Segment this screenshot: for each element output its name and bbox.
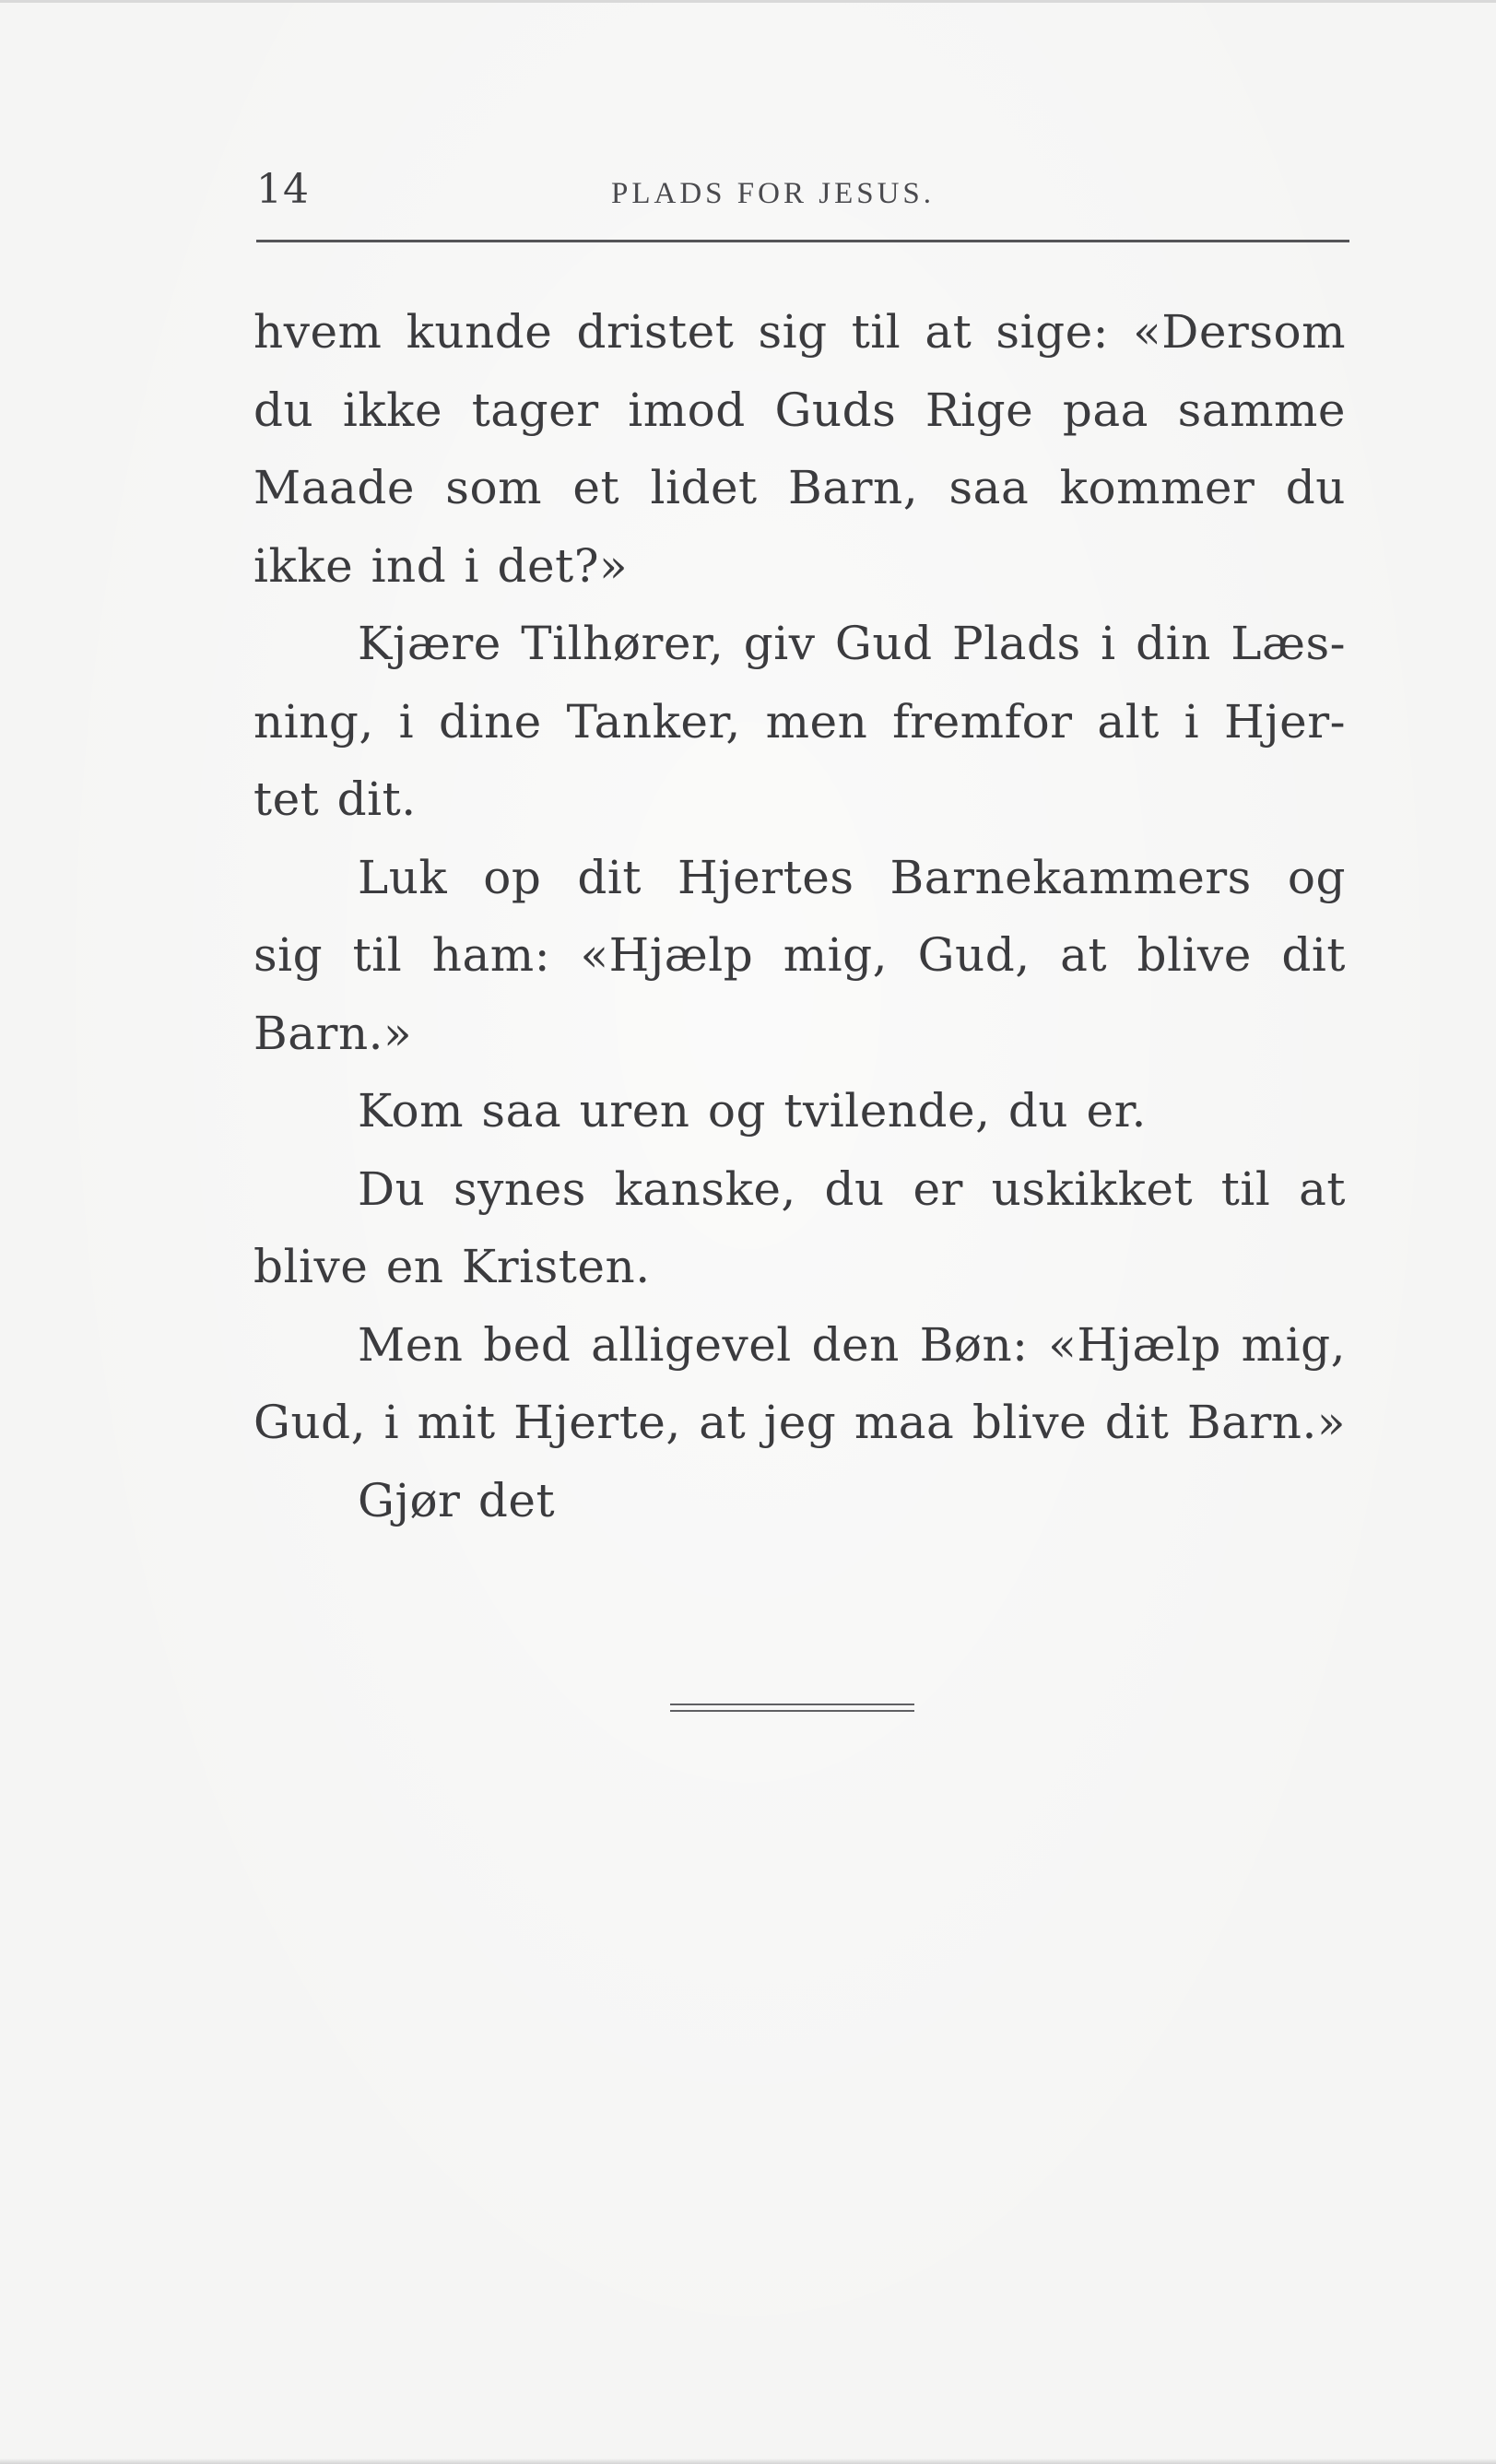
text-line: blive en Kristen. xyxy=(253,1240,651,1293)
text-line: tet dit. xyxy=(253,772,417,826)
text-line: Du synes kanske, du er uskikket til at xyxy=(358,1161,1346,1216)
text-line: Kom saa uren og tvilende, du er. xyxy=(358,1084,1147,1138)
text-line: ikke ind i det?» xyxy=(253,538,629,593)
text-line: Kjære Tilhører, giv Gud Plads i din Læs- xyxy=(358,617,1346,670)
text-line: Barn.» xyxy=(253,1006,413,1060)
end-rule-line xyxy=(670,1710,914,1712)
text-line: Luk op dit Hjertes Barnekammers og xyxy=(358,850,1346,904)
page-header xyxy=(256,166,1348,212)
end-rule-line xyxy=(670,1704,914,1705)
text-line: hvem kunde dristet sig til at sige: «Dersom xyxy=(253,305,1346,359)
text-line: Gud, i mit Hjerte, at jeg maa blive dit Barn.» xyxy=(253,1396,1346,1449)
text-line: sig til ham: «Hjælp mig, Gud, at blive dit xyxy=(253,928,1346,982)
page-top-edge xyxy=(0,0,1496,3)
page-number: 14 xyxy=(256,166,310,213)
header-rule xyxy=(256,240,1349,242)
page-bottom-edge xyxy=(0,2458,1496,2464)
text-line: Maade som et lidet Barn, saa kommer du xyxy=(253,461,1346,514)
end-ornament-rule xyxy=(670,1704,914,1713)
text-line: Men bed alligevel den Bøn: «Hjælp mig, xyxy=(358,1317,1346,1372)
running-head: PLADS FOR JESUS. xyxy=(611,177,936,210)
body-text xyxy=(253,293,1346,1539)
text-line: du ikke tager imod Guds Rige paa samme xyxy=(253,383,1346,437)
text-line: ning, i dine Tanker, men fremfor alt i Hjer- xyxy=(253,694,1346,749)
text-line: Gjør det xyxy=(358,1473,556,1527)
